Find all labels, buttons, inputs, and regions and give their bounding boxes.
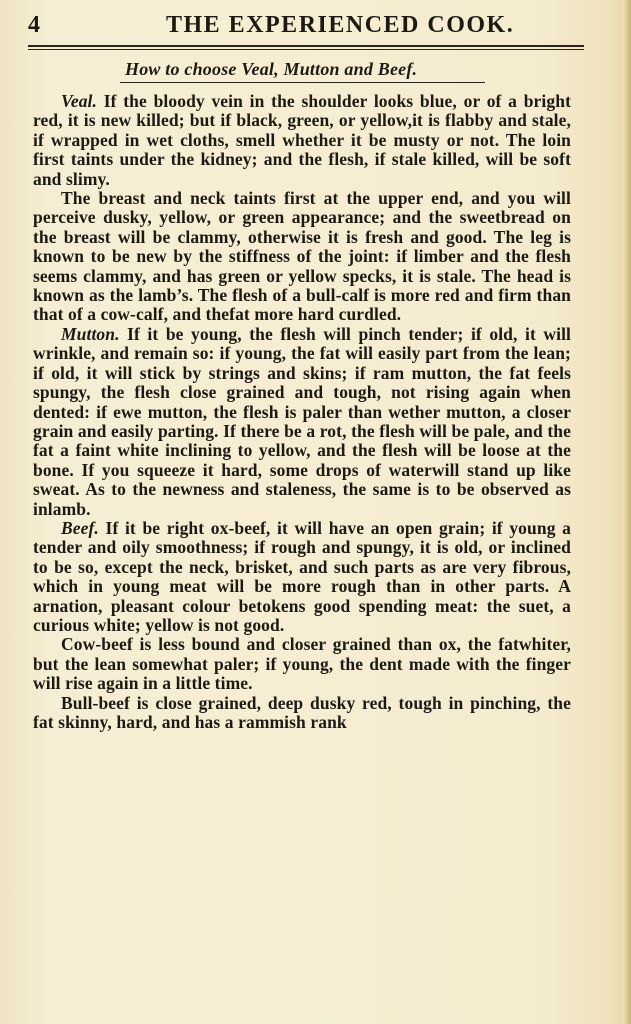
- paragraph-mutton: [33, 325, 571, 519]
- paragraph-veal: [33, 92, 571, 189]
- title-underline: [120, 82, 485, 83]
- paragraph-cow-beef: [33, 635, 571, 693]
- body-text: [33, 92, 571, 732]
- paragraph-bull-beef: [33, 694, 571, 733]
- paragraph-text: The breast and neck taints first at the upper end, and you will perceive dusky, yellow, or green appearance; and the sweetbread on the breast will be clammy, otherwise it is fresh and good. The leg is known to be new by the stiffness of the joint: if limber and the flesh seems clammy, and has green or yellow specks, it is stale. The head is known as the lamb’s. The flesh of a bull-calf is more red and firm than that of a cow-calf, and thefat more hard curdled.: [33, 188, 571, 325]
- paragraph-veal-breast: [33, 189, 571, 325]
- page-edge: [623, 0, 631, 1024]
- paragraph-text: Cow-beef is less bound and closer grained than ox, the fatwhiter, but the lean somewhat paler; if young, the dent made with the finger will rise again in a little time.: [33, 634, 571, 694]
- paragraph-text: If it be right ox-beef, it will have an open grain; if young a tender and oily smoothness; if rough and spungy, it is old, or inclined to be so, except the neck, brisket, and such parts as are very fibrous, which in young meat will be more rough than in other parts. A arnation, pleasant colour betokens good spending meat: the suet, a curious white; yellow is not good.: [33, 517, 571, 635]
- paragraph-text: If it be young, the flesh will pinch tender; if old, it will wrinkle, and remain so: if young, the fat will easily part from the lean; if old, it will stick by strings and skins; if ram mutton, the fat feels spungy, the flesh close grained and tough, not rising again when dented: if ewe mutton, the flesh is paler than wether mutton, a closer grain and easily parting. If there be a rot, the flesh will be pale, and the fat a faint white inclining to yellow, and the flesh will be loose at the bone. If you squeeze it hard, some drops of waterwill stand up like sweat. As to the newness and staleness, the same is to be observed as inlamb.: [33, 323, 571, 519]
- paragraph-lead: Beef.: [61, 517, 99, 538]
- header-rule-thin: [28, 49, 584, 50]
- header-rule: [28, 45, 584, 47]
- paragraph-text: Bull-beef is close grained, deep dusky red, tough in pinching, the fat skinny, hard, and has a rammish rank: [33, 692, 571, 732]
- paragraph-beef: [33, 519, 571, 635]
- paragraph-lead: Mutton.: [61, 323, 120, 344]
- running-head: THE EXPERIENCED COOK.: [166, 12, 515, 38]
- paragraph-lead: Veal.: [61, 91, 97, 111]
- page-number: 4: [28, 12, 41, 38]
- page-header: [12, 12, 612, 46]
- section-title: How to choose Veal, Mutton and Beef.: [125, 59, 418, 79]
- paragraph-text: If the bloody vein in the shoulder looks blue, or of a bright red, it is new killed; but if black, green, or yellow,it is flabby and stale, if wrapped in wet cloths, smell whether it be musty or not. The loin first taints under the kidney; and the flesh, if stale killed, will be soft and slimy.: [33, 91, 571, 189]
